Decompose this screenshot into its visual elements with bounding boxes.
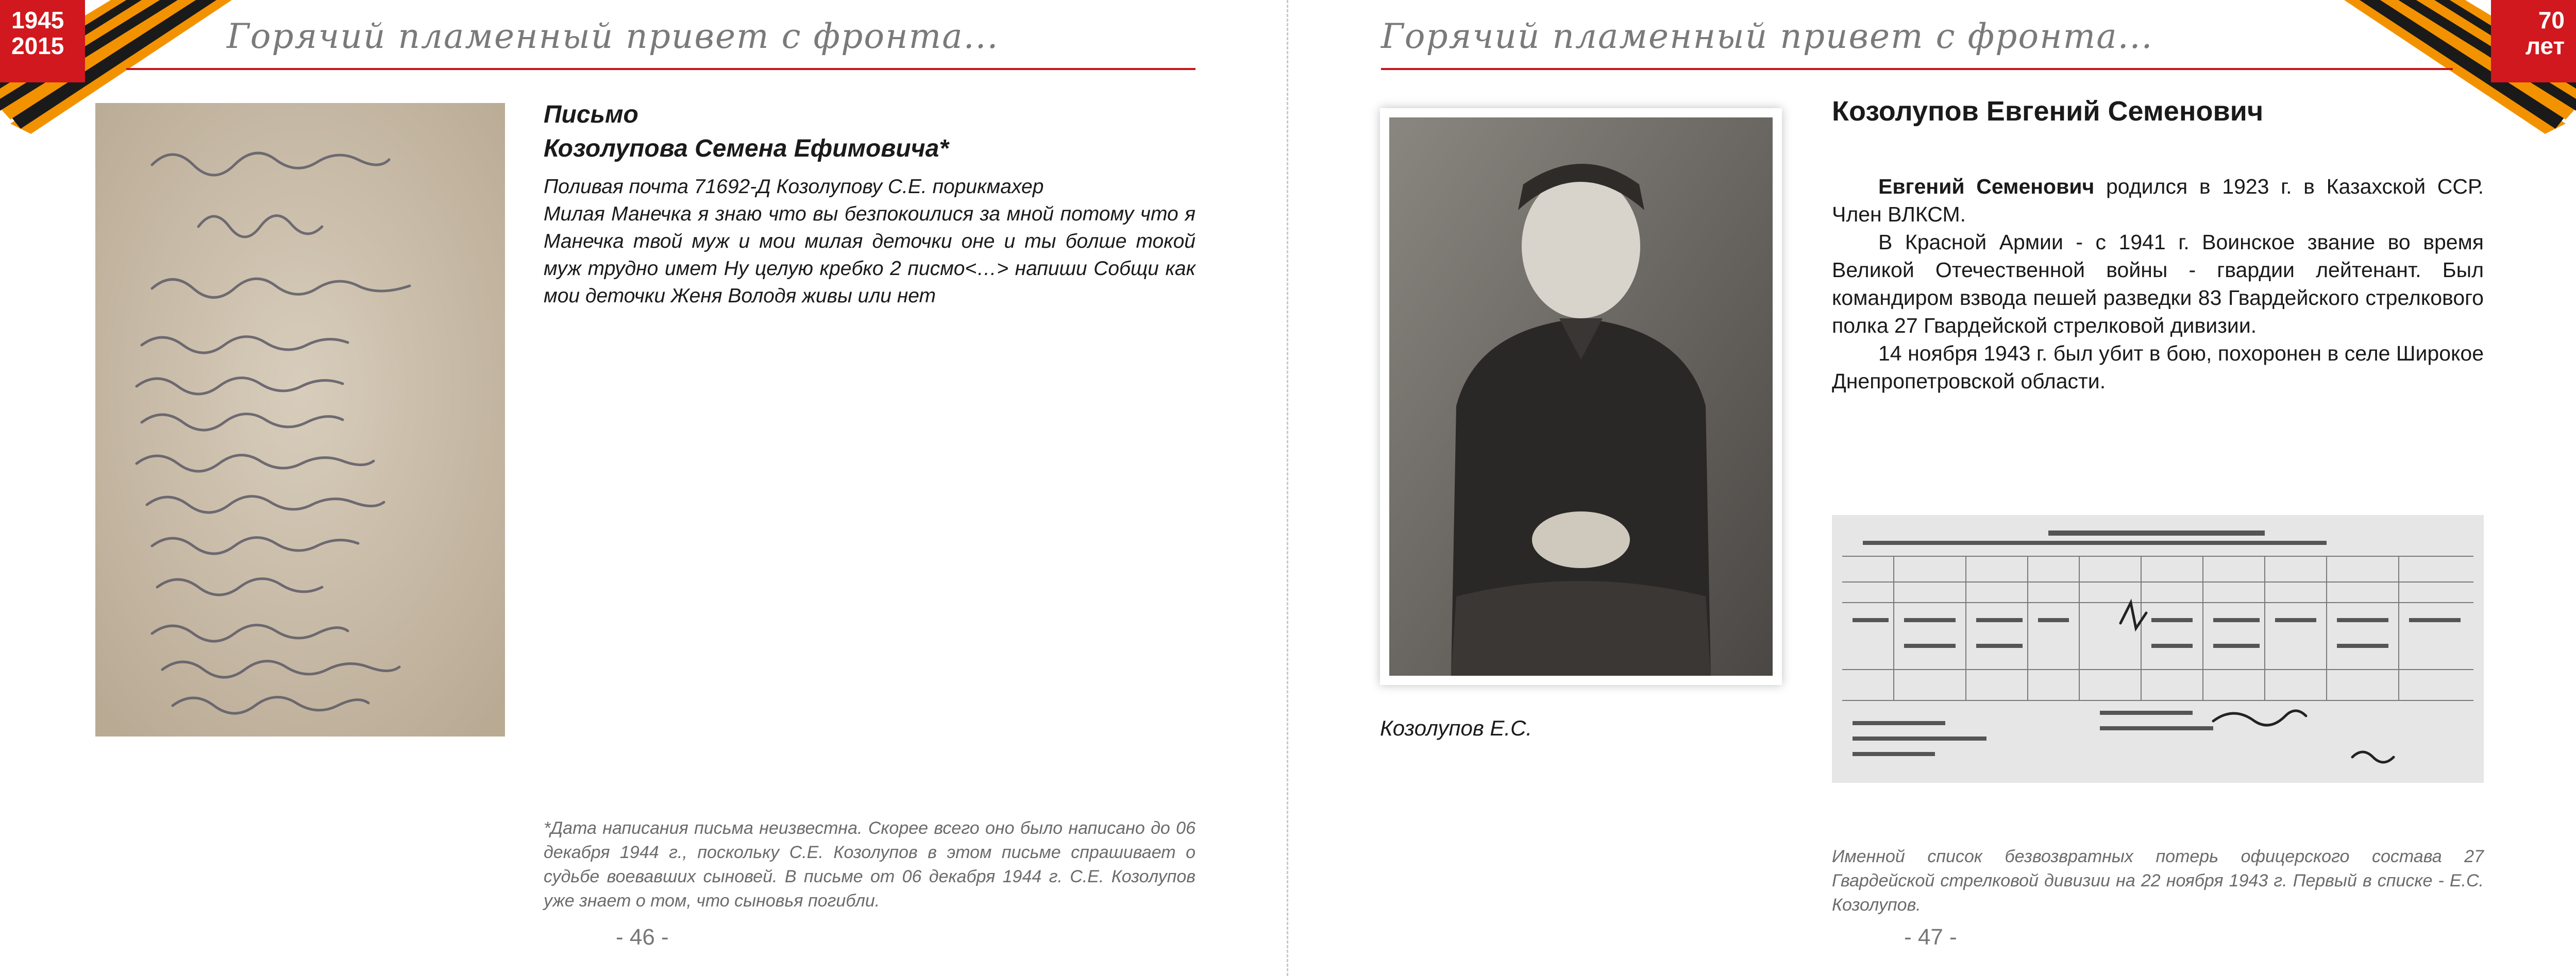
page-number-right: - 47 - xyxy=(1904,924,1957,950)
letter-address: Поливая почта 71692-Д Козолупову С.Е. порикмахер xyxy=(544,176,1044,198)
bio-paragraph-1 xyxy=(1832,173,2484,228)
letter-footnote: *Дата написания письма неизвестна. Скорее всего оно было написано до 06 декабря 1944 г., поскольку С.Е. Козолупов в этом письме спрашивает о судьбе воевавших сыновей. В письме от 06 декабря 1944 г. С.Е. Козолупов уже знает о том, что сыновья погибли. xyxy=(544,818,1196,911)
letter-title-line2: Козолупова Семена Ефимовича* xyxy=(544,135,949,162)
letter-title-line1: Письмо xyxy=(544,101,638,128)
anniversary-badge xyxy=(2491,0,2576,82)
bio-title: Козолупов Евгений Семенович xyxy=(1832,96,2264,127)
header-rule xyxy=(126,68,1196,70)
loss-list-document-image xyxy=(1832,515,2484,783)
bio-name: Евгений Семенович xyxy=(1878,175,2095,198)
bio-paragraph-2: В Красной Армии - с 1941 г. Воинское звание во время Великой Отечественной войны - гвардии лейтенант. Был командиром взвода пешей разведки 83 Гвардейского стрелкового полка 27 Гвардейской стрелковой дивизии. xyxy=(1832,230,2484,337)
year-badge xyxy=(0,0,85,82)
anniversary-badge-line1: 70 xyxy=(2538,7,2565,33)
bio-paragraph-3: 14 ноября 1943 г. был убит в бою, похоронен в селе Широкое Днепропетровской области. xyxy=(1832,341,2484,393)
bio-text xyxy=(1832,173,2484,395)
document-caption: Именной список безвозвратных потерь офицерского состава 27 Гвардейской стрелковой дивизии на 22 ноября 1943 г. Первый в списке - Е.С. Козолупов. xyxy=(1832,847,2484,915)
portrait-photo xyxy=(1380,108,1782,685)
page-number-left: - 46 - xyxy=(616,924,669,950)
anniversary-badge-line2: лет xyxy=(2525,32,2565,59)
year-badge-line1: 1945 xyxy=(11,7,64,33)
header-rule xyxy=(1381,68,2453,70)
header-title: Горячий пламенный привет с фронта... xyxy=(227,16,999,56)
header-title: Горячий пламенный привет с фронта... xyxy=(1381,16,2153,56)
year-badge-line2: 2015 xyxy=(11,32,64,59)
bio-paragraph-1-rest: родился в 1923 г. в Казахской ССР. Член ВЛКСМ. xyxy=(1832,175,2484,226)
letter-block xyxy=(544,98,1196,310)
portrait-caption: Козолупов Е.С. xyxy=(1380,716,1533,740)
letter-text: Милая Манечка я знаю что вы безпокоилися за мной потому что я Манечка твой муж и мои милая деточки оне и ты болше токой муж трудно имет Ну целую кребко 2 писмо<…> напиши Собщи как мои деточки Женя Володя живы или нет xyxy=(544,203,1196,307)
ribbon-corner-right xyxy=(2344,0,2576,134)
letter-scan-image xyxy=(95,103,505,737)
